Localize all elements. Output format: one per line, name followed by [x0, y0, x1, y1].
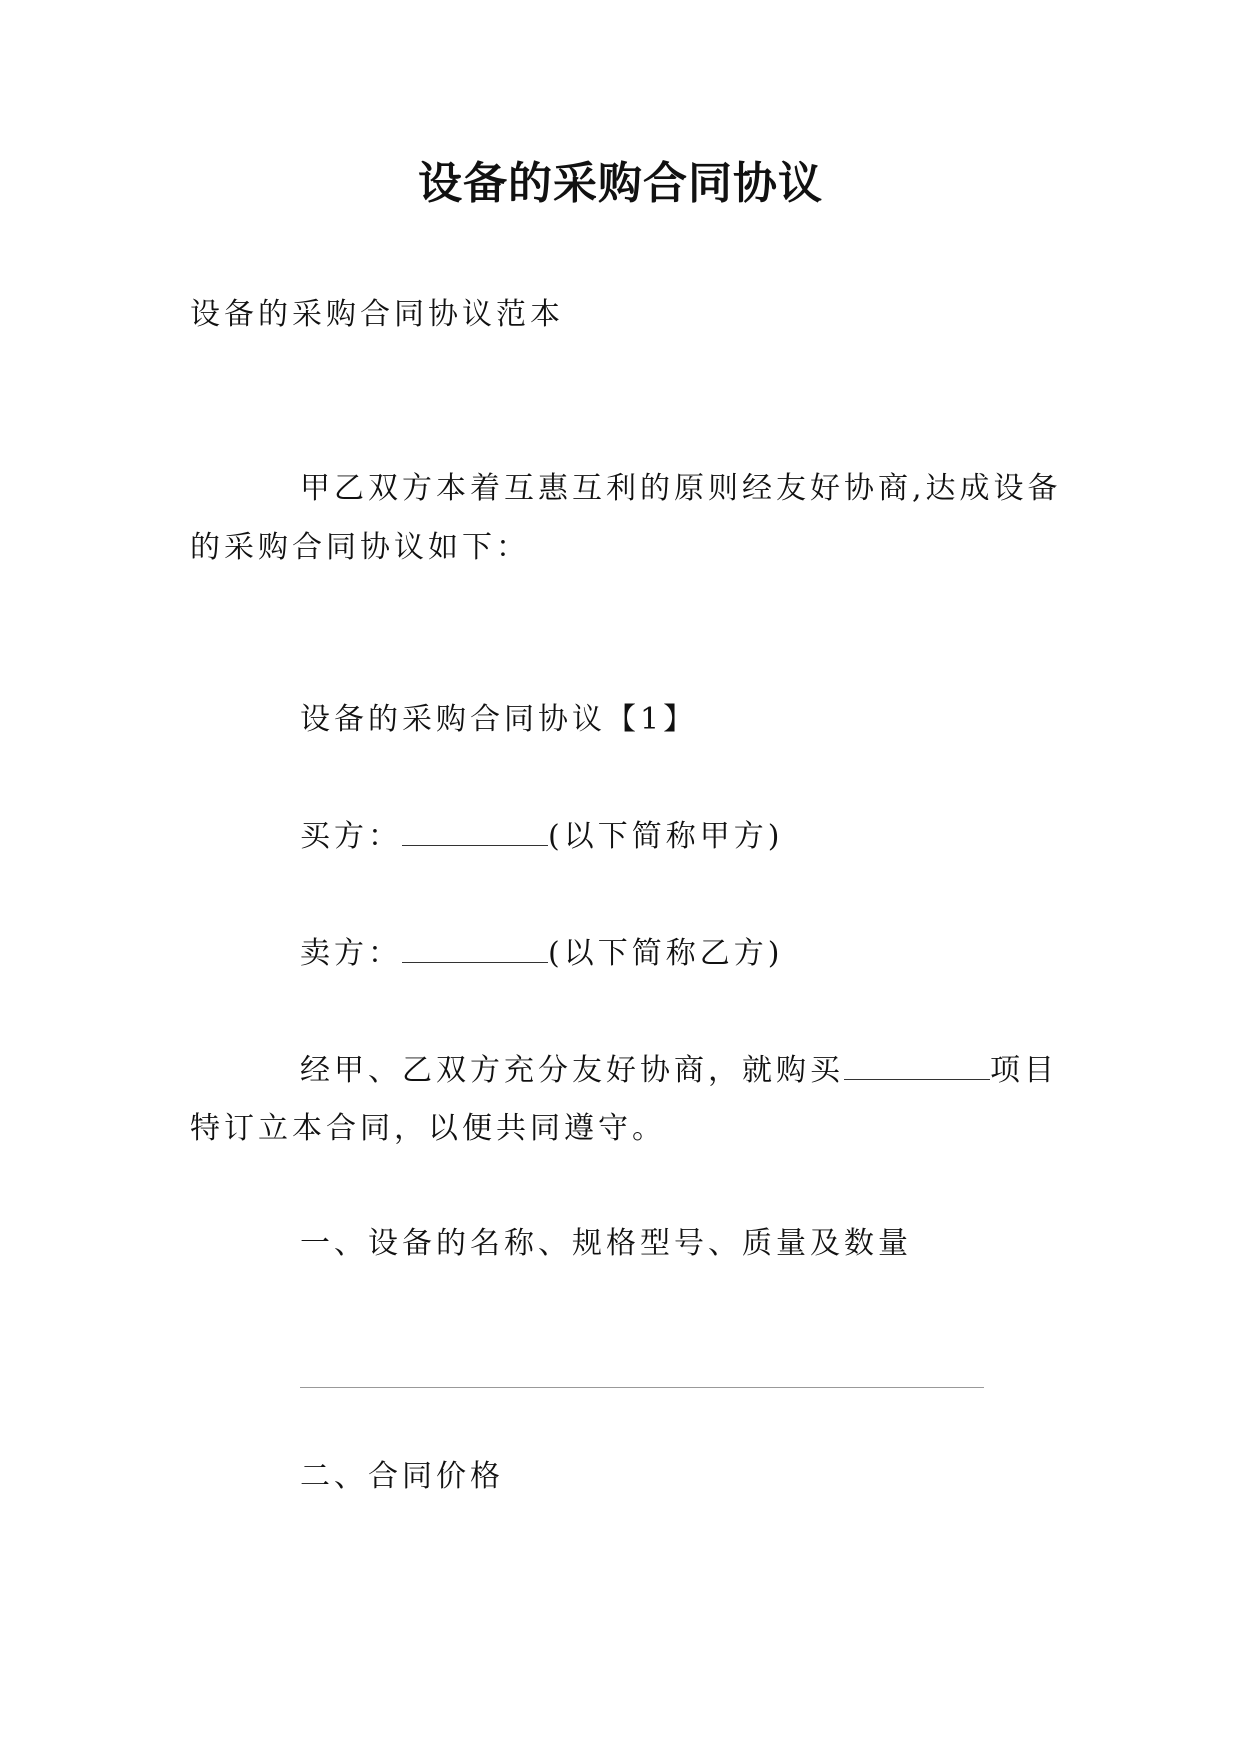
buyer-name-blank [402, 817, 548, 846]
intro-line-2: 的采购合同协议如下： [190, 530, 530, 565]
item-1-blank-line [300, 1387, 984, 1388]
section-heading: 设备的采购合同协议【1】 [300, 702, 698, 737]
project-name-blank [844, 1051, 990, 1080]
document-subtitle: 设备的采购合同协议范本 [190, 297, 564, 332]
intro-line-1: 甲乙双方本着互惠互利的原则经友好协商,达成设备 [300, 471, 1062, 506]
document-title: 设备的采购合同协议 [418, 158, 823, 209]
buyer-label: 买方： [300, 819, 402, 854]
seller-name-blank [402, 934, 548, 963]
buyer-line [300, 817, 783, 857]
seller-line [300, 934, 783, 974]
clause-line-1-start: 经甲、乙双方充分友好协商，就购买 [300, 1053, 844, 1088]
clause-line-1-end: 项目 [990, 1053, 1058, 1088]
item-2-heading: 二、合同价格 [300, 1459, 504, 1494]
item-1-heading: 一、设备的名称、规格型号、质量及数量 [300, 1226, 912, 1261]
clause-line-2: 特订立本合同，以便共同遵守。 [190, 1111, 666, 1146]
clause-line-1 [300, 1051, 1058, 1091]
seller-label: 卖方： [300, 936, 402, 971]
seller-suffix: (以下简称乙方) [548, 936, 784, 971]
buyer-suffix: (以下简称甲方) [548, 819, 784, 854]
